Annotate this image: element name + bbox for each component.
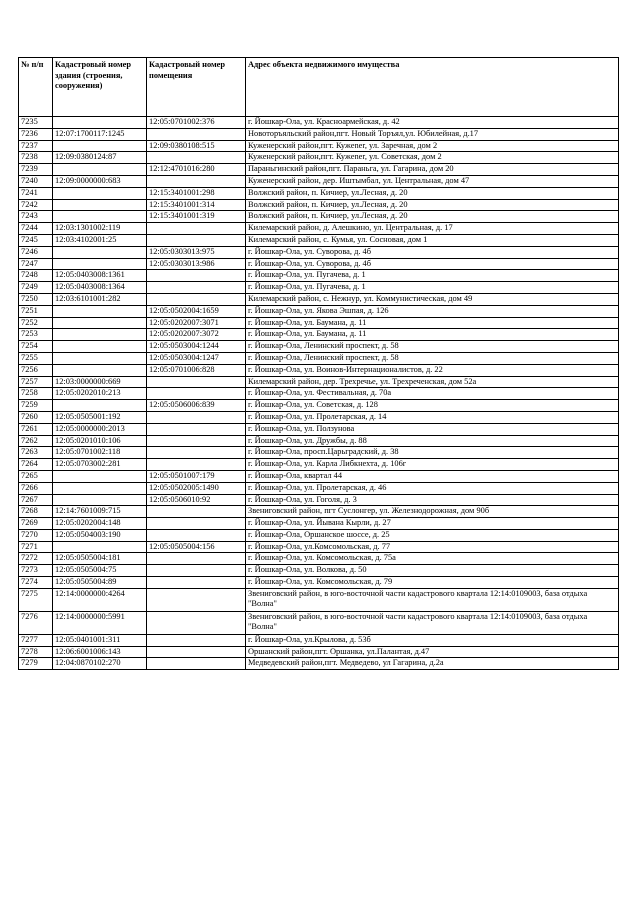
building-cadastral-number [53,470,147,482]
header-room-cadastral: Кадастровый номер помещения [147,58,246,117]
building-cadastral-number: 12:05:0000000:2013 [53,423,147,435]
room-cadastral-number [147,234,246,246]
address: Килемарский район, дер. Трехречье, ул. Трехреченская, дом 52а [246,376,619,388]
address: Куженерский район,пгт. Кужener, ул. Советская, дом 2 [246,152,619,164]
table-row [19,352,619,364]
address: г. Йошкар-Ола, ул. Дружбы, д. 88 [246,435,619,447]
room-cadastral-number [147,435,246,447]
building-cadastral-number: 12:05:0505001:192 [53,411,147,423]
room-cadastral-number: 12:05:0501007:179 [147,470,246,482]
table-row [19,400,619,412]
row-number: 7238 [19,152,53,164]
table-row [19,646,619,658]
table-row [19,506,619,518]
building-cadastral-number [53,211,147,223]
row-number: 7242 [19,199,53,211]
row-number: 7264 [19,459,53,471]
table-row [19,175,619,187]
room-cadastral-number: 12:05:0303013:986 [147,258,246,270]
row-number: 7236 [19,128,53,140]
table-row [19,234,619,246]
building-cadastral-number: 12:05:0701002:118 [53,447,147,459]
address: г. Йошкар-Ола, ул. Пугачева, д. 1 [246,270,619,282]
row-number: 7275 [19,588,53,611]
address: Килемарский район, д. Алешкино, ул. Центральная, д. 17 [246,223,619,235]
table-row [19,258,619,270]
row-number: 7263 [19,447,53,459]
address: г. Йошкар-Ола, Ленинский проспект, д. 58 [246,341,619,353]
building-cadastral-number: 12:05:0504003:190 [53,529,147,541]
room-cadastral-number: 12:15:3401001:314 [147,199,246,211]
row-number: 7258 [19,388,53,400]
room-cadastral-number: 12:05:0502005:1490 [147,482,246,494]
room-cadastral-number [147,175,246,187]
room-cadastral-number [147,529,246,541]
room-cadastral-number [147,634,246,646]
table-row [19,411,619,423]
building-cadastral-number: 12:05:0703002:281 [53,459,147,471]
room-cadastral-number [147,506,246,518]
table-body [19,117,619,670]
address: г. Йошкар-Ола, ул. Пролетарская, д. 46 [246,482,619,494]
table-row [19,577,619,589]
row-number: 7266 [19,482,53,494]
row-number: 7273 [19,565,53,577]
room-cadastral-number [147,577,246,589]
building-cadastral-number: 12:05:0505004:75 [53,565,147,577]
document-page [18,57,618,670]
room-cadastral-number: 12:15:3401001:298 [147,187,246,199]
address: г. Йошкар-Ола, ул. Красноармейская, д. 42 [246,117,619,129]
row-number: 7260 [19,411,53,423]
row-number: 7269 [19,518,53,530]
table-row [19,164,619,176]
address: г. Йошкар-Ола, ул. Баумана, д. 11 [246,329,619,341]
room-cadastral-number: 12:05:0506006:839 [147,400,246,412]
building-cadastral-number [53,305,147,317]
address: г. Йошкар-Ола, ул. Фестивальная, д. 70а [246,388,619,400]
building-cadastral-number [53,117,147,129]
table-row [19,305,619,317]
table-row [19,341,619,353]
room-cadastral-number [147,459,246,471]
property-table [18,57,619,670]
building-cadastral-number [53,341,147,353]
table-row [19,459,619,471]
address: Параньгинский район,пгт. Параньга, ул. Гагарина, дом 20 [246,164,619,176]
address: г. Йошкар-Ола, ул. Суворова, д. 4б [246,258,619,270]
building-cadastral-number [53,400,147,412]
row-number: 7256 [19,364,53,376]
room-cadastral-number: 12:09:0380108:515 [147,140,246,152]
room-cadastral-number: 12:05:0506010:92 [147,494,246,506]
address: Звениговский район, пгт Суслонгер, ул. Железнодорожная, дом 90б [246,506,619,518]
row-number: 7257 [19,376,53,388]
table-row [19,423,619,435]
table-row [19,565,619,577]
table-row [19,494,619,506]
room-cadastral-number: 12:05:0502004:1659 [147,305,246,317]
room-cadastral-number [147,658,246,670]
room-cadastral-number [147,447,246,459]
table-row [19,470,619,482]
row-number: 7240 [19,175,53,187]
room-cadastral-number [147,388,246,400]
building-cadastral-number [53,187,147,199]
row-number: 7271 [19,541,53,553]
room-cadastral-number: 12:05:0503004:1247 [147,352,246,364]
room-cadastral-number: 12:05:0505004:156 [147,541,246,553]
address: Волжский район, п. Кичиер, ул.Лесная, д. 20 [246,199,619,211]
building-cadastral-number: 12:07:1700117:1245 [53,128,147,140]
row-number: 7246 [19,246,53,258]
address: Куженерский район,пгт. Кужener, ул. Заречная, дом 2 [246,140,619,152]
address: Куженерский район, дер. Иштымбал, ул. Центральная, дом 47 [246,175,619,187]
address: г. Йошкар-Ола, ул. Пролетарская, д. 14 [246,411,619,423]
building-cadastral-number: 12:05:0505004:181 [53,553,147,565]
row-number: 7279 [19,658,53,670]
row-number: 7255 [19,352,53,364]
building-cadastral-number: 12:05:0505004:89 [53,577,147,589]
table-header-row [19,58,619,117]
address: г. Йошкар-Ола, ул. Гоголя, д. 3 [246,494,619,506]
row-number: 7253 [19,329,53,341]
room-cadastral-number: 12:05:0701006:828 [147,364,246,376]
table-row [19,588,619,611]
table-row [19,117,619,129]
building-cadastral-number: 12:05:0403008:1361 [53,270,147,282]
address: г. Йошкар-Ола, ул.Комсомольская, д. 77 [246,541,619,553]
row-number: 7274 [19,577,53,589]
table-row [19,364,619,376]
address: г. Йошкар-Ола, ул. Комсомольская, д. 75а [246,553,619,565]
building-cadastral-number [53,364,147,376]
table-row [19,128,619,140]
table-row [19,529,619,541]
header-building-cadastral: Кадастровый номер здания (строения, сооружения) [53,58,147,117]
table-row [19,199,619,211]
row-number: 7270 [19,529,53,541]
building-cadastral-number [53,352,147,364]
table-row [19,270,619,282]
address: г. Йошкар-Ола, Оршанское шоссе, д. 25 [246,529,619,541]
building-cadastral-number [53,258,147,270]
address: г. Йошкар-Ола, ул. Пугачева, д. 1 [246,282,619,294]
building-cadastral-number: 12:05:0403008:1364 [53,282,147,294]
building-cadastral-number [53,329,147,341]
table-row [19,329,619,341]
row-number: 7262 [19,435,53,447]
room-cadastral-number: 12:05:0503004:1244 [147,341,246,353]
row-number: 7251 [19,305,53,317]
table-row [19,211,619,223]
address: Килемарский район, с. Кумья, ул. Сосновая, дом 1 [246,234,619,246]
row-number: 7278 [19,646,53,658]
table-row [19,482,619,494]
address: г. Йошкар-Ола, Ленинский проспект, д. 58 [246,352,619,364]
room-cadastral-number [147,411,246,423]
table-row [19,376,619,388]
room-cadastral-number: 12:05:0202007:3071 [147,317,246,329]
address: Волжский район, п. Кичиер, ул.Лесная, д. 20 [246,187,619,199]
row-number: 7248 [19,270,53,282]
row-number: 7244 [19,223,53,235]
address: г. Йошкар-Ола, ул. Суворова, д. 4б [246,246,619,258]
room-cadastral-number [147,565,246,577]
row-number: 7268 [19,506,53,518]
row-number: 7272 [19,553,53,565]
row-number: 7261 [19,423,53,435]
row-number: 7241 [19,187,53,199]
building-cadastral-number [53,140,147,152]
room-cadastral-number [147,128,246,140]
building-cadastral-number: 12:09:0380124:87 [53,152,147,164]
table-row [19,518,619,530]
room-cadastral-number [147,270,246,282]
building-cadastral-number [53,246,147,258]
address: Звениговский район, в юго-восточной части кадастрового квартала 12:14:0109003, база отдыха "Волна" [246,588,619,611]
table-row [19,435,619,447]
row-number: 7276 [19,611,53,634]
address: Медведевский район,пгт. Медведево, ул Гагарина, д.2а [246,658,619,670]
table-row [19,634,619,646]
address: Оршанский район,пгт. Оршанка, ул.Палантая, д.47 [246,646,619,658]
address: г. Йошкар-Ола, ул. Карла Либкнехта, д. 106г [246,459,619,471]
building-cadastral-number: 12:06:6001006:143 [53,646,147,658]
building-cadastral-number [53,541,147,553]
room-cadastral-number [147,282,246,294]
table-row [19,388,619,400]
building-cadastral-number [53,164,147,176]
room-cadastral-number: 12:05:0202007:3072 [147,329,246,341]
row-number: 7239 [19,164,53,176]
building-cadastral-number: 12:05:0202010:213 [53,388,147,400]
building-cadastral-number [53,317,147,329]
address: г. Йошкар-Ола, ул. Баумана, д. 11 [246,317,619,329]
row-number: 7259 [19,400,53,412]
row-number: 7235 [19,117,53,129]
address: г. Йошкар-Ола, ул. Воинов-Интернационалистов, д. 22 [246,364,619,376]
building-cadastral-number: 12:14:7601009:715 [53,506,147,518]
table-row [19,140,619,152]
building-cadastral-number [53,494,147,506]
address: г. Йошкар-Ола, просп.Царьградский, д. 38 [246,447,619,459]
table-row [19,187,619,199]
address: г. Йошкар-Ола, ул. Якова Эшпая, д. 126 [246,305,619,317]
header-number: № п/п [19,58,53,117]
building-cadastral-number: 12:14:0000000:4264 [53,588,147,611]
room-cadastral-number [147,293,246,305]
table-row [19,447,619,459]
row-number: 7267 [19,494,53,506]
address: г. Йошкар-Ола, квартал 44 [246,470,619,482]
row-number: 7252 [19,317,53,329]
table-row [19,317,619,329]
table-row [19,246,619,258]
table-row [19,282,619,294]
room-cadastral-number [147,223,246,235]
building-cadastral-number: 12:09:0000000:683 [53,175,147,187]
room-cadastral-number: 12:15:3401001:319 [147,211,246,223]
row-number: 7247 [19,258,53,270]
room-cadastral-number: 12:05:0303013:975 [147,246,246,258]
table-row [19,541,619,553]
address: г. Йошкар-Ола, ул. Ползунова [246,423,619,435]
row-number: 7249 [19,282,53,294]
building-cadastral-number: 12:04:0870102:270 [53,658,147,670]
address: г. Йошкар-Ола, ул. Советская, д. 128 [246,400,619,412]
room-cadastral-number [147,646,246,658]
room-cadastral-number: 12:12:4701016:280 [147,164,246,176]
building-cadastral-number: 12:05:0201010:106 [53,435,147,447]
row-number: 7237 [19,140,53,152]
building-cadastral-number [53,482,147,494]
row-number: 7250 [19,293,53,305]
address: Новоторъяльский район,пгт. Новый Торъял,ул. Юбилейная, д.17 [246,128,619,140]
room-cadastral-number [147,588,246,611]
building-cadastral-number: 12:03:6101001:282 [53,293,147,305]
room-cadastral-number [147,423,246,435]
row-number: 7277 [19,634,53,646]
room-cadastral-number: 12:05:0701002:376 [147,117,246,129]
table-row [19,553,619,565]
building-cadastral-number [53,199,147,211]
row-number: 7243 [19,211,53,223]
header-address: Адрес объекта недвижимого имущества [246,58,619,117]
address: г. Йошкар-Ола, ул. Волкова, д. 50 [246,565,619,577]
building-cadastral-number: 12:05:0202004:148 [53,518,147,530]
table-row [19,658,619,670]
room-cadastral-number [147,152,246,164]
building-cadastral-number: 12:14:0000000:5991 [53,611,147,634]
table-row [19,293,619,305]
address: Килемарский район, с. Нежнур, ул. Коммунистическая, дом 49 [246,293,619,305]
address: г. Йошкар-Ола, ул. Йывана Кырли, д. 27 [246,518,619,530]
table-row [19,223,619,235]
table-row [19,611,619,634]
row-number: 7254 [19,341,53,353]
room-cadastral-number [147,518,246,530]
address: г. Йошкар-Ола, ул.Крылова, д. 53б [246,634,619,646]
row-number: 7265 [19,470,53,482]
building-cadastral-number: 12:03:0000000:669 [53,376,147,388]
address: Волжский район, п. Кичиер, ул.Лесная, д. 20 [246,211,619,223]
building-cadastral-number: 12:03:1301002:119 [53,223,147,235]
building-cadastral-number: 12:03:4102001:25 [53,234,147,246]
building-cadastral-number: 12:05:0401001:311 [53,634,147,646]
address: Звениговский район, в юго-восточной части кадастрового квартала 12:14:0109003, база отдыха "Волна" [246,611,619,634]
address: г. Йошкар-Ола, ул. Комсомольская, д. 79 [246,577,619,589]
room-cadastral-number [147,376,246,388]
room-cadastral-number [147,553,246,565]
table-row [19,152,619,164]
room-cadastral-number [147,611,246,634]
row-number: 7245 [19,234,53,246]
